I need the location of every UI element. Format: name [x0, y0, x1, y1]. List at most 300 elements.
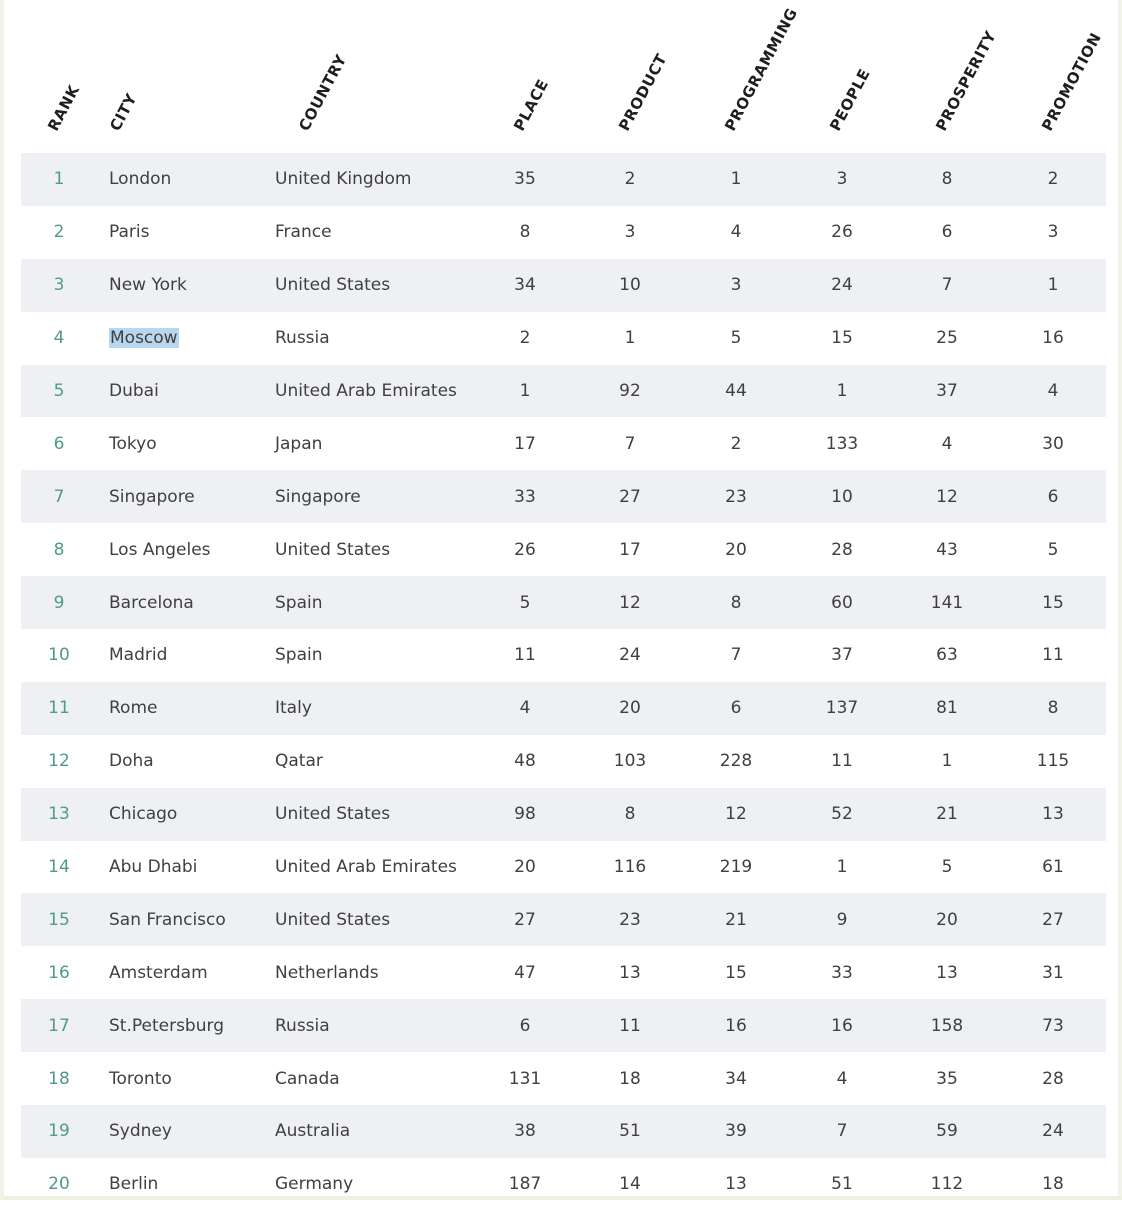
cell-place	[485, 946, 565, 999]
people-value: 1	[836, 381, 848, 401]
cell-place	[485, 470, 565, 523]
product-value: 17	[619, 539, 641, 560]
cell-programming	[696, 470, 776, 523]
city-value: Tokyo	[109, 433, 157, 454]
cell-people	[802, 735, 882, 788]
table-row[interactable]	[21, 1158, 1106, 1211]
prosperity-value: 43	[936, 539, 958, 560]
people-value: 24	[831, 275, 853, 296]
cell-programming	[696, 312, 776, 365]
header-programming[interactable]: PROGRAMMING	[721, 4, 802, 134]
people-value: 37	[831, 645, 853, 666]
cell-country	[275, 365, 457, 418]
cell-country	[275, 153, 411, 206]
cell-promotion	[1013, 1158, 1093, 1211]
cell-programming	[696, 1052, 776, 1105]
product-value: 51	[619, 1121, 641, 1142]
place-value: 47	[514, 962, 536, 983]
product-value: 1	[624, 328, 636, 349]
table-row[interactable]	[21, 153, 1106, 206]
programming-value: 3	[730, 275, 742, 296]
cell-promotion	[1013, 629, 1093, 682]
city-value: San Francisco	[109, 909, 226, 930]
table-row[interactable]	[21, 206, 1106, 259]
cell-programming	[696, 153, 776, 206]
cell-product	[590, 206, 670, 259]
cell-country	[275, 682, 312, 735]
programming-value: 6	[730, 698, 742, 719]
table-row[interactable]	[21, 735, 1106, 788]
cell-country	[275, 312, 330, 365]
rank-value: 15	[48, 909, 70, 930]
bottom-border	[4, 1196, 1122, 1200]
country-value: United Arab Emirates	[275, 381, 457, 401]
cell-rank	[34, 259, 84, 312]
header-rank[interactable]: RANK	[44, 81, 84, 134]
cell-place	[485, 576, 565, 629]
country-value: Canada	[275, 1068, 340, 1089]
cell-prosperity	[907, 1105, 987, 1158]
cell-people	[802, 1105, 882, 1158]
table-row[interactable]	[21, 682, 1106, 735]
cell-product	[590, 1105, 670, 1158]
product-value: 8	[624, 804, 636, 825]
cell-city	[109, 206, 149, 259]
cell-rank	[34, 417, 84, 470]
promotion-value: 5	[1047, 539, 1059, 560]
cell-programming	[696, 893, 776, 946]
table-row[interactable]	[21, 788, 1106, 841]
city-value: Amsterdam	[109, 962, 208, 983]
people-value: 137	[825, 698, 859, 719]
cell-city	[109, 365, 159, 418]
place-value: 4	[519, 698, 531, 719]
cell-rank	[34, 470, 84, 523]
cell-place	[485, 417, 565, 470]
header-place[interactable]: PLACE	[510, 76, 553, 134]
cell-product	[590, 788, 670, 841]
cell-programming	[696, 629, 776, 682]
cell-rank	[34, 788, 84, 841]
cell-city	[109, 153, 171, 206]
cell-prosperity	[907, 576, 987, 629]
place-value: 17	[514, 433, 536, 454]
city-value: Sydney	[109, 1121, 172, 1142]
rank-value: 19	[48, 1121, 70, 1142]
prosperity-value: 20	[936, 909, 958, 930]
cell-people	[802, 788, 882, 841]
cell-rank	[34, 682, 84, 735]
programming-value: 4	[730, 222, 742, 243]
table-row[interactable]	[21, 576, 1106, 629]
country-value: United States	[275, 275, 391, 296]
cell-place	[485, 1052, 565, 1105]
promotion-value: 115	[1036, 751, 1070, 772]
cell-product	[590, 735, 670, 788]
country-value: Qatar	[275, 751, 323, 772]
product-value: 7	[624, 433, 636, 454]
city-value: Los Angeles	[109, 539, 211, 560]
cell-prosperity	[907, 365, 987, 418]
city-value: Barcelona	[109, 592, 194, 613]
prosperity-value: 158	[930, 1015, 964, 1036]
prosperity-value: 37	[936, 381, 958, 401]
rank-value: 4	[53, 328, 65, 349]
rank-value: 1	[53, 169, 65, 190]
city-value: London	[109, 169, 172, 190]
country-value: Spain	[275, 645, 323, 666]
cell-promotion	[1013, 153, 1093, 206]
programming-value: 7	[730, 645, 742, 666]
cell-city	[109, 999, 224, 1052]
table-row[interactable]	[21, 523, 1106, 576]
cell-promotion	[1013, 312, 1093, 365]
cell-promotion	[1013, 470, 1093, 523]
people-value: 28	[831, 539, 853, 560]
cell-programming	[696, 1105, 776, 1158]
rank-value: 16	[48, 962, 70, 983]
table-row[interactable]	[21, 629, 1106, 682]
cell-people	[802, 259, 882, 312]
prosperity-value: 112	[930, 1174, 964, 1195]
header-product[interactable]: PRODUCT	[615, 50, 671, 135]
cell-prosperity	[907, 788, 987, 841]
cell-prosperity	[907, 629, 987, 682]
cell-country	[275, 206, 332, 259]
product-value: 13	[619, 962, 641, 983]
cell-prosperity	[907, 1158, 987, 1211]
cell-rank	[34, 946, 84, 999]
cell-product	[590, 153, 670, 206]
promotion-value: 24	[1042, 1121, 1064, 1142]
cell-place	[485, 153, 565, 206]
country-value: Germany	[275, 1174, 354, 1195]
header-people[interactable]: PEOPLE	[826, 65, 874, 134]
place-value: 27	[514, 909, 536, 930]
cell-place	[485, 1105, 565, 1158]
cell-prosperity	[907, 417, 987, 470]
city-value: Chicago	[109, 804, 178, 825]
prosperity-value: 1	[941, 751, 953, 772]
programming-value: 39	[725, 1121, 747, 1142]
place-value: 1	[519, 381, 531, 401]
cell-promotion	[1013, 1105, 1093, 1158]
programming-value: 15	[725, 962, 747, 983]
country-value: Netherlands	[275, 962, 379, 983]
prosperity-value: 13	[936, 962, 958, 983]
people-value: 60	[831, 592, 853, 613]
place-value: 34	[514, 275, 536, 296]
prosperity-value: 35	[936, 1068, 958, 1089]
cell-product	[590, 417, 670, 470]
rank-value: 11	[48, 698, 70, 719]
promotion-value: 18	[1042, 1174, 1064, 1195]
cell-programming	[696, 735, 776, 788]
programming-value: 16	[725, 1015, 747, 1036]
city-value: Dubai	[109, 381, 159, 401]
cell-people	[802, 682, 882, 735]
country-value: United Arab Emirates	[275, 857, 457, 878]
product-value: 12	[619, 592, 641, 613]
cell-place	[485, 365, 565, 418]
cell-rank	[34, 312, 84, 365]
cell-people	[802, 576, 882, 629]
cell-country	[275, 470, 361, 523]
header-country[interactable]: COUNTRY	[295, 51, 351, 134]
table-row[interactable]	[21, 946, 1106, 999]
country-value: United States	[275, 539, 391, 560]
city-value: Singapore	[109, 486, 195, 507]
cell-promotion	[1013, 788, 1093, 841]
cell-prosperity	[907, 312, 987, 365]
cell-people	[802, 417, 882, 470]
country-value: Singapore	[275, 486, 361, 507]
cell-prosperity	[907, 946, 987, 999]
cell-city	[109, 788, 177, 841]
cell-programming	[696, 788, 776, 841]
cell-promotion	[1013, 735, 1093, 788]
cell-city	[109, 417, 157, 470]
rank-value: 17	[48, 1015, 70, 1036]
cell-rank	[34, 999, 84, 1052]
rank-value: 9	[53, 592, 65, 613]
country-value: Italy	[275, 698, 312, 719]
table-row[interactable]	[21, 1105, 1106, 1158]
rank-value: 20	[48, 1174, 70, 1195]
cell-programming	[696, 259, 776, 312]
programming-value: 2	[730, 433, 742, 454]
programming-value: 13	[725, 1174, 747, 1195]
country-value: Russia	[275, 328, 330, 349]
prosperity-value: 7	[941, 275, 953, 296]
programming-value: 20	[725, 539, 747, 560]
product-value: 27	[619, 486, 641, 507]
table-row[interactable]	[21, 365, 1106, 418]
programming-value: 219	[719, 857, 753, 878]
cell-product	[590, 682, 670, 735]
prosperity-value: 4	[941, 433, 953, 454]
cell-people	[802, 841, 882, 894]
promotion-value: 30	[1042, 433, 1064, 454]
place-value: 35	[514, 169, 536, 190]
place-value: 20	[514, 857, 536, 878]
prosperity-value: 63	[936, 645, 958, 666]
cell-place	[485, 893, 565, 946]
promotion-value: 15	[1042, 592, 1064, 613]
cell-product	[590, 523, 670, 576]
prosperity-value: 81	[936, 698, 958, 719]
cell-country	[275, 1105, 350, 1158]
place-value: 6	[519, 1015, 531, 1036]
cell-country	[275, 1158, 353, 1211]
cell-city	[109, 470, 195, 523]
table-row[interactable]	[21, 470, 1106, 523]
product-value: 14	[619, 1174, 641, 1195]
people-value: 52	[831, 804, 853, 825]
people-value: 26	[831, 222, 853, 243]
cell-prosperity	[907, 470, 987, 523]
cell-promotion	[1013, 841, 1093, 894]
cell-programming	[696, 682, 776, 735]
cell-people	[802, 1052, 882, 1105]
promotion-value: 28	[1042, 1068, 1064, 1089]
table-row[interactable]	[21, 1052, 1106, 1105]
cell-country	[275, 1052, 340, 1105]
place-value: 26	[514, 539, 536, 560]
product-value: 11	[619, 1015, 641, 1036]
programming-value: 8	[730, 592, 742, 613]
cell-city	[109, 841, 197, 894]
cell-rank	[34, 365, 84, 418]
cell-prosperity	[907, 1052, 987, 1105]
promotion-value: 1	[1047, 275, 1059, 296]
cell-product	[590, 1158, 670, 1211]
promotion-value: 61	[1042, 857, 1064, 878]
cell-programming	[696, 1158, 776, 1211]
programming-value: 23	[725, 486, 747, 507]
table-row[interactable]	[21, 893, 1106, 946]
place-value: 5	[519, 592, 531, 613]
place-value: 33	[514, 486, 536, 507]
country-value: United Kingdom	[275, 169, 412, 190]
city-value: New York	[109, 275, 187, 296]
cell-prosperity	[907, 841, 987, 894]
promotion-value: 13	[1042, 804, 1064, 825]
table-row[interactable]	[21, 999, 1106, 1052]
city-value: Abu Dhabi	[109, 857, 198, 878]
table-row[interactable]	[21, 259, 1106, 312]
cell-rank	[34, 206, 84, 259]
place-value: 8	[519, 222, 531, 243]
prosperity-value: 6	[941, 222, 953, 243]
cell-people	[802, 523, 882, 576]
cell-city	[109, 1052, 172, 1105]
cell-place	[485, 206, 565, 259]
cell-promotion	[1013, 999, 1093, 1052]
promotion-value: 6	[1047, 486, 1059, 507]
cell-prosperity	[907, 523, 987, 576]
table-row[interactable]	[21, 312, 1106, 365]
city-value: Berlin	[109, 1174, 159, 1195]
prosperity-value: 8	[941, 169, 953, 190]
promotion-value: 2	[1047, 169, 1059, 190]
cell-country	[275, 629, 323, 682]
cell-rank	[34, 576, 84, 629]
table-header	[4, 0, 1122, 152]
prosperity-value: 59	[936, 1121, 958, 1142]
prosperity-value: 25	[936, 328, 958, 349]
rank-value: 18	[48, 1068, 70, 1089]
cell-place	[485, 735, 565, 788]
cell-prosperity	[907, 153, 987, 206]
cell-country	[275, 576, 323, 629]
cell-programming	[696, 523, 776, 576]
cell-city	[109, 576, 194, 629]
place-value: 11	[514, 645, 536, 666]
programming-value: 34	[725, 1068, 747, 1089]
cell-promotion	[1013, 576, 1093, 629]
country-value: Japan	[275, 433, 323, 454]
table-row[interactable]	[21, 417, 1106, 470]
country-value: Russia	[275, 1015, 330, 1036]
cell-promotion	[1013, 893, 1093, 946]
cell-people	[802, 312, 882, 365]
cell-country	[275, 788, 390, 841]
rank-value: 13	[48, 804, 70, 825]
people-value: 11	[831, 751, 853, 772]
cell-product	[590, 1052, 670, 1105]
cell-rank	[34, 629, 84, 682]
product-value: 116	[613, 857, 647, 878]
place-value: 48	[514, 751, 536, 772]
product-value: 2	[624, 169, 636, 190]
cell-product	[590, 259, 670, 312]
cell-country	[275, 735, 323, 788]
cell-prosperity	[907, 893, 987, 946]
rank-value: 10	[48, 645, 70, 666]
cell-country	[275, 999, 330, 1052]
people-value: 7	[836, 1121, 848, 1142]
cell-promotion	[1013, 946, 1093, 999]
cell-people	[802, 206, 882, 259]
prosperity-value: 141	[930, 592, 964, 613]
people-value: 1	[836, 857, 848, 878]
product-value: 24	[619, 645, 641, 666]
cell-place	[485, 841, 565, 894]
cell-place	[485, 788, 565, 841]
cell-rank	[34, 153, 84, 206]
prosperity-value: 5	[941, 857, 953, 878]
cell-rank	[34, 1052, 84, 1105]
promotion-value: 11	[1042, 645, 1064, 666]
product-value: 23	[619, 909, 641, 930]
cell-product	[590, 312, 670, 365]
cell-country	[275, 841, 457, 894]
cell-promotion	[1013, 417, 1093, 470]
cell-rank	[34, 893, 84, 946]
cell-place	[485, 682, 565, 735]
country-value: Spain	[275, 592, 323, 613]
cell-product	[590, 629, 670, 682]
cell-prosperity	[907, 206, 987, 259]
cell-country	[275, 259, 390, 312]
country-value: United States	[275, 804, 391, 825]
programming-value: 5	[730, 328, 742, 349]
place-value: 98	[514, 804, 536, 825]
table-row[interactable]	[21, 841, 1106, 894]
cell-promotion	[1013, 1052, 1093, 1105]
rank-value: 8	[53, 539, 65, 560]
cell-country	[275, 893, 390, 946]
cell-product	[590, 576, 670, 629]
people-value: 3	[836, 169, 848, 190]
cell-prosperity	[907, 682, 987, 735]
cell-rank	[34, 1158, 84, 1211]
header-promotion[interactable]: PROMOTION	[1038, 29, 1105, 134]
cell-product	[590, 841, 670, 894]
people-value: 133	[825, 433, 859, 454]
header-prosperity[interactable]: PROSPERITY	[932, 27, 1000, 134]
people-value: 51	[831, 1174, 853, 1195]
cell-place	[485, 523, 565, 576]
cell-city	[109, 523, 211, 576]
header-city[interactable]: CITY	[106, 90, 141, 134]
cell-rank	[34, 735, 84, 788]
people-value: 16	[831, 1015, 853, 1036]
city-value: Paris	[109, 222, 150, 243]
place-value: 38	[514, 1121, 536, 1142]
selected-city-text[interactable]: Moscow	[110, 328, 178, 349]
